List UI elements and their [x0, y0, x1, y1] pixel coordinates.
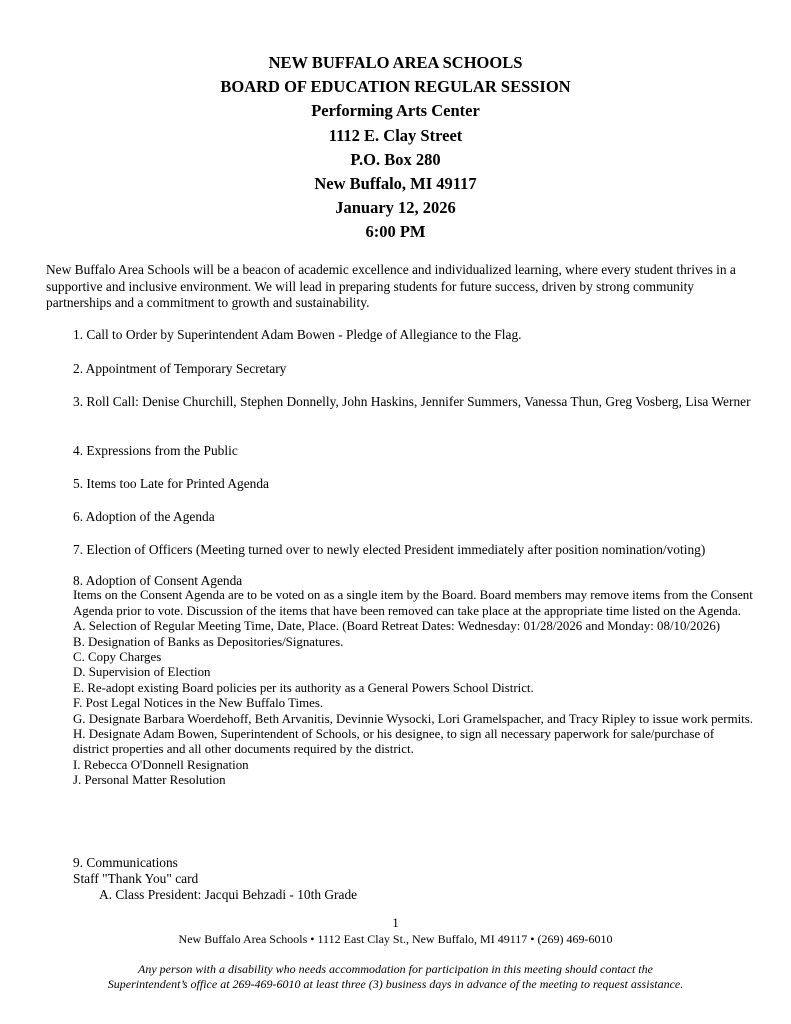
agenda-item-1: 1. Call to Order by Superintendent Adam Bowen - Pledge of Allegiance to the Flag.	[73, 327, 522, 342]
po-box: P.O. Box 280	[350, 149, 441, 169]
consent-item-e: E. Re-adopt existing Board policies per its authority as a General Powers School District.	[73, 680, 534, 695]
page-footer: New Buffalo Area Schools • 1112 East Clay St., New Buffalo, MI 49117 • (269) 469-6010	[178, 932, 613, 946]
page-number: 1	[392, 915, 399, 930]
consent-intro: Items on the Consent Agenda are to be voted on as a single item by the Board. Board members may remove items from the Consent Agenda prior to vote. Discussion of the items that have been removed can take place at the appropriate time listed on the Agenda.	[73, 588, 753, 618]
consent-item-h: H. Designate Adam Bowen, Superintendent of Schools, or his designee, to sign all necessary paperwork for sale/purchase of district properties and all other documents required by the district.	[73, 727, 715, 757]
district-name: NEW BUFFALO AREA SCHOOLS	[268, 53, 523, 72]
agenda-item-5: 5. Items too Late for Printed Agenda	[73, 476, 269, 491]
consent-item-a: A. Selection of Regular Meeting Time, Date, Place. (Board Retreat Dates: Wednesday: 01/28/2026 and Monday: 08/10/2026)	[73, 619, 721, 634]
agenda-item-4: 4. Expressions from the Public	[73, 443, 238, 458]
accessibility-notice	[0, 962, 791, 992]
meeting-time: 6:00 PM	[365, 222, 426, 242]
consent-heading: 8. Adoption of Consent Agenda	[73, 573, 243, 588]
street-address: 1112 E. Clay Street	[328, 125, 463, 145]
notice-line-2: Superintendent’s office at 269-469-6010 at least three (3) business days in advance of the meeting to request assistance.	[107, 977, 684, 991]
agenda-item-6: 6. Adoption of the Agenda	[73, 509, 215, 524]
mission-statement: New Buffalo Area Schools will be a beacon of academic excellence and individualized learning, where every student thrives in a supportive and inclusive environment. We will lead in preparing students for future success, driven by strong community partnerships and a commitment to growth and sustainability.	[46, 262, 736, 311]
communications-heading: 9. Communications	[73, 855, 178, 870]
communications-line: Staff "Thank You" card	[73, 871, 199, 886]
consent-agenda-section	[73, 573, 753, 789]
consent-item-c: C. Copy Charges	[73, 650, 162, 665]
notice-line-1: Any person with a disability who needs accommodation for participation in this meeting should contact the	[138, 962, 653, 976]
communications-section	[73, 855, 753, 903]
consent-item-b: B. Designation of Banks as Depositories/Signatures.	[73, 634, 344, 649]
agenda-item-3: 3. Roll Call: Denise Churchill, Stephen Donnelly, John Haskins, Jennifer Summers, Vanessa Thun, Greg Vosberg, Lisa Werner	[73, 394, 751, 409]
consent-item-i: I. Rebecca O'Donnell Resignation	[73, 757, 249, 772]
agenda-item-7: 7. Election of Officers (Meeting turned over to newly elected President immediately after position nomination/voting)	[73, 542, 706, 557]
consent-item-j: J. Personal Matter Resolution	[73, 773, 226, 788]
consent-item-g: G. Designate Barbara Woerdehoff, Beth Arvanitis, Devinnie Wysocki, Lori Gramelspacher, and Tracy Ripley to issue work permits.	[73, 711, 754, 726]
consent-item-f: F. Post Legal Notices in the New Buffalo Times.	[73, 696, 324, 711]
communications-sub-item: A. Class President: Jacqui Behzadi - 10th Grade	[99, 887, 358, 902]
agenda-item-2: 2. Appointment of Temporary Secretary	[73, 361, 287, 376]
city-state-zip: New Buffalo, MI 49117	[314, 174, 477, 194]
meeting-date: January 12, 2026	[335, 198, 456, 218]
venue: Performing Arts Center	[311, 101, 480, 121]
session-title: BOARD OF EDUCATION REGULAR SESSION	[220, 77, 571, 97]
document-header	[0, 51, 791, 245]
consent-item-d: D. Supervision of Election	[73, 665, 211, 680]
